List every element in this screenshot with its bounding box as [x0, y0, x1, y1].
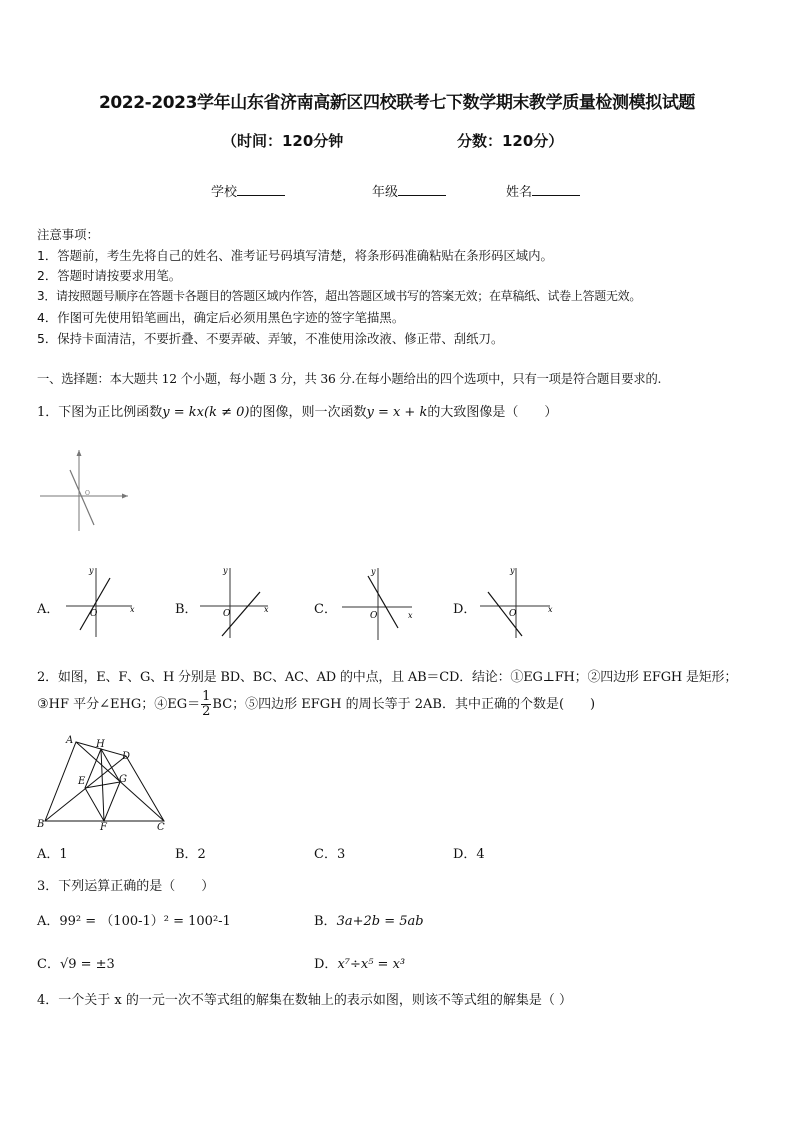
q1-option-a-label: A． — [37, 602, 60, 617]
section-heading: 一、选择题：本大题共 12 个小题，每小题 3 分，共 36 分.在每小题给出的四个选项中，只有一项是符合题目要求的. — [37, 372, 662, 386]
q1-option-a-graph[interactable] — [62, 562, 142, 642]
grade-blank — [398, 183, 446, 196]
q2-option-c[interactable]: C．3 — [314, 847, 346, 862]
q2-line-2-b: BC；⑤四边形 EFGH 的周长等于 2AB．其中正确的个数是( ) — [212, 697, 596, 712]
name-field — [506, 181, 580, 200]
page-title: 2022-2023学年山东省济南高新区四校联考七下数学期末教学质量检测模拟试题 — [98, 93, 696, 113]
option-math: 3a+2b = 5ab — [336, 914, 424, 929]
origin-label: O — [90, 609, 98, 619]
note-item: 4．作图可先使用铅笔画出，确定后必须用黑色字迹的签字笔描黑。 — [37, 310, 405, 325]
q1-middle: 的图像，则一次函数 — [249, 405, 367, 420]
q4-stem: 4．一个关于 x 的一元一次不等式组的解集在数轴上的表示如图，则该不等式组的解集是（ ） — [37, 993, 573, 1008]
notes-heading: 注意事项： — [37, 227, 99, 242]
x-label: x — [130, 605, 135, 614]
q2-option-d[interactable]: D．4 — [453, 847, 485, 862]
q1-option-b-label: B． — [175, 602, 198, 617]
option-label: B． — [314, 914, 337, 929]
label-a: A — [66, 735, 74, 746]
label-b: B — [37, 819, 45, 830]
x-axis-arrow — [122, 494, 128, 499]
q3-stem: 3．下列运算正确的是（ ） — [37, 879, 215, 894]
q2-line-1: 2．如图，E、F、G、H 分别是 BD、BC、AC、AD 的中点，且 AB＝CD．结论：①EG⊥FH；②四边形 EFGH 是矩形； — [37, 670, 738, 685]
function-line — [70, 470, 94, 525]
q1-suffix: 的大致图像是（ ） — [427, 405, 558, 420]
question-1 — [37, 401, 557, 420]
school-label: 学校 — [211, 185, 238, 200]
name-label: 姓名 — [506, 185, 533, 200]
label-h: H — [96, 739, 105, 750]
name-blank — [532, 183, 580, 196]
y-label: y — [510, 566, 515, 575]
q2-line-2 — [37, 690, 595, 719]
x-label: x — [264, 605, 269, 614]
origin-label: O — [509, 609, 517, 619]
origin-label: O — [85, 490, 90, 497]
origin-label: O — [223, 609, 231, 619]
q1-main-graph — [36, 445, 136, 535]
fraction-denominator: 2 — [202, 704, 211, 719]
quadrilateral-abcd — [45, 742, 164, 821]
grade-label: 年级 — [372, 185, 399, 200]
x-label: x — [548, 605, 553, 614]
school-blank — [237, 183, 285, 196]
q3-option-b[interactable] — [314, 910, 424, 929]
note-item: 2．答题时请按要求用笔。 — [37, 268, 182, 283]
y-label: y — [89, 566, 94, 575]
y-label: y — [371, 567, 376, 576]
option-label: D． — [314, 957, 338, 972]
label-c: C — [157, 822, 165, 833]
x-label: x — [408, 611, 413, 620]
q3-option-a[interactable]: A．99² = （100-1）² = 100²-1 — [37, 914, 231, 929]
q2-option-a[interactable]: A．1 — [37, 847, 68, 862]
y-axis-arrow — [77, 450, 82, 456]
option-math: √9 = ±3 — [59, 957, 115, 972]
label-g: G — [119, 774, 127, 785]
label-d: D — [122, 751, 131, 762]
q3-option-d[interactable] — [314, 953, 405, 972]
exam-time: （时间：120分钟 — [222, 132, 344, 150]
q1-option-d-graph[interactable] — [478, 562, 558, 642]
q1-option-d-label: D． — [453, 602, 477, 617]
q3-option-c[interactable] — [37, 953, 115, 972]
note-item: 1．答题前，考生先将自己的姓名、准考证号码填写清楚，将条形码准确粘贴在条形码区域内。 — [37, 248, 553, 263]
option-label: C． — [37, 957, 60, 972]
q1-formula-1: y = kx(k ≠ 0) — [162, 405, 250, 420]
fraction-numerator: 1 — [202, 689, 211, 704]
q1-option-b-graph[interactable] — [198, 562, 278, 642]
q1-formula-2: y = x + k — [366, 405, 428, 420]
school-field — [211, 181, 285, 200]
exam-score: 分数：120分） — [457, 132, 564, 150]
label-e: E — [78, 776, 86, 787]
note-item: 3．请按照题号顺序在答题卡各题目的答题区域内作答，超出答题区域书写的答案无效；在草稿纸、试卷上答题无效。 — [37, 289, 642, 303]
label-f: F — [100, 822, 107, 833]
q2-figure — [34, 732, 174, 836]
q2-line-2-a: ③HF 平分∠EHG；④EG＝ — [37, 697, 201, 712]
origin-label: O — [370, 611, 378, 621]
note-item: 5．保持卡面清洁，不要折叠、不要弄破、弄皱，不准使用涂改液、修正带、刮纸刀。 — [37, 331, 504, 346]
q2-option-b[interactable]: B．2 — [175, 847, 206, 862]
grade-field — [372, 181, 446, 200]
q1-option-c-graph[interactable] — [340, 562, 420, 642]
q1-option-c-label: C． — [314, 602, 337, 617]
q1-prefix: 1．下图为正比例函数 — [37, 405, 163, 420]
y-label: y — [223, 566, 228, 575]
q2-fraction — [201, 690, 211, 719]
option-math: x⁷÷x⁵ = x³ — [337, 957, 406, 972]
